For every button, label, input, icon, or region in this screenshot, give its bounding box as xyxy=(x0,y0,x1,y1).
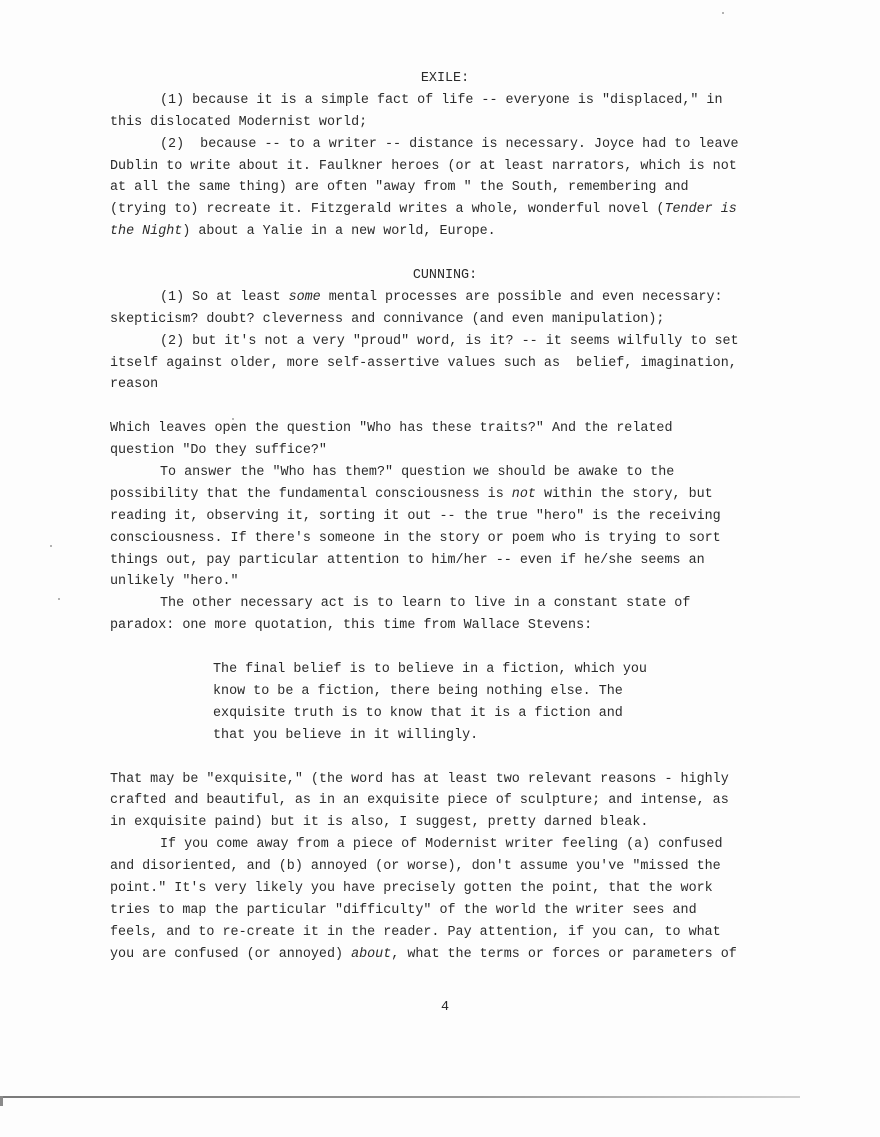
text-run: within the story, but xyxy=(535,486,713,502)
block-quote-line: that you believe in it willingly. xyxy=(213,727,479,743)
text-line: at all the same thing) are often "away from " the South, remembering and xyxy=(110,180,689,196)
scan-edge-line xyxy=(0,1096,800,1098)
text-line xyxy=(110,221,810,243)
block-quote-line: exquisite truth is to know that it is a fiction and xyxy=(213,705,623,721)
scan-speck xyxy=(722,12,724,14)
emphasis-italic: some xyxy=(288,289,321,305)
text-line: (2) because -- to a writer -- distance is necessary. Joyce had to leave xyxy=(160,136,739,152)
text-line: reading it, observing it, sorting it out -- the true "hero" is the receiving xyxy=(110,508,721,524)
blank-line xyxy=(110,243,810,265)
text-line: this dislocated Modernist world; xyxy=(110,114,368,130)
text-run: possibility that the fundamental consciousness is xyxy=(110,486,512,502)
page-number: 4 xyxy=(440,1000,450,1016)
text-line: The other necessary act is to learn to live in a constant state of xyxy=(160,596,691,612)
text-line: feels, and to re-create it in the reader. Pay attention, if you can, to what xyxy=(110,924,721,940)
text-line: reason xyxy=(110,377,159,393)
text-run: you are confused (or annoyed) xyxy=(110,946,352,962)
text-line: paradox: one more quotation, this time from Wallace Stevens: xyxy=(110,618,593,634)
spacer xyxy=(110,987,810,997)
blank-line xyxy=(110,747,810,769)
blank-line xyxy=(110,396,810,418)
text-line: Dublin to write about it. Faulkner heroes (or at least narrators, which is not xyxy=(110,158,737,174)
text-run: mental processes are possible and even necessary: xyxy=(320,289,723,305)
text-run: ) about a Yalie in a new world, Europe. xyxy=(182,224,496,240)
blank-line xyxy=(110,966,810,988)
text-line: (1) because it is a simple fact of life -- everyone is "displaced," in xyxy=(160,92,723,108)
text-line: consciousness. If there's someone in the story or poem who is trying to sort xyxy=(110,530,721,546)
text-run: (trying to) recreate it. Fitzgerald writes a whole, wonderful novel ( xyxy=(110,202,665,218)
scan-speck xyxy=(50,545,52,547)
text-line xyxy=(110,484,810,506)
block-quote-line: know to be a fiction, there being nothing else. The xyxy=(213,683,623,699)
document-body xyxy=(110,68,810,1019)
text-line: That may be "exquisite," (the word has at least two relevant reasons - highly xyxy=(110,771,729,787)
text-line: and disoriented, and (b) annoyed (or worse), don't assume you've "missed the xyxy=(110,859,721,875)
scan-edge-tick xyxy=(0,1096,3,1106)
section-heading-cunning: CUNNING: xyxy=(412,268,478,284)
text-line: in exquisite paind) but it is also, I suggest, pretty darned bleak. xyxy=(110,815,649,831)
text-line: question "Do they suffice?" xyxy=(110,443,327,459)
scan-speck xyxy=(58,598,60,600)
text-line: To answer the "Who has them?" question we should be awake to the xyxy=(160,465,675,481)
text-line xyxy=(110,199,810,221)
text-run: (1) So at least xyxy=(160,289,289,305)
section-heading-exile: EXILE: xyxy=(420,71,470,86)
text-line: (2) but it's not a very "proud" word, is it? -- it seems wilfully to set xyxy=(160,333,739,349)
blank-line xyxy=(110,637,810,659)
block-quote-line: The final belief is to believe in a fiction, which you xyxy=(213,662,647,678)
text-line: itself against older, more self-assertive values such as belief, imagination, xyxy=(110,355,737,371)
text-run: , what the terms or forces or parameters of xyxy=(391,946,737,962)
text-line xyxy=(110,944,810,966)
text-line: skepticism? doubt? cleverness and connivance (and even manipulation); xyxy=(110,311,665,327)
emphasis-italic: not xyxy=(511,486,536,502)
book-title-italic: Tender is xyxy=(664,202,737,218)
text-line: unlikely "hero." xyxy=(110,574,239,590)
emphasis-italic: about xyxy=(351,946,392,962)
text-line xyxy=(110,287,810,309)
text-line: tries to map the particular "difficulty" of the world the writer sees and xyxy=(110,902,697,918)
text-line: things out, pay particular attention to him/her -- even if he/she seems an xyxy=(110,552,705,568)
text-line: crafted and beautiful, as in an exquisite piece of sculpture; and intense, as xyxy=(110,793,729,809)
text-line: If you come away from a piece of Modernist writer feeling (a) confused xyxy=(160,837,723,853)
text-line: point." It's very likely you have precisely gotten the point, that the work xyxy=(110,880,713,896)
book-title-italic: the Night xyxy=(110,224,183,240)
text-line: Which leaves open the question "Who has these traits?" And the related xyxy=(110,421,673,437)
